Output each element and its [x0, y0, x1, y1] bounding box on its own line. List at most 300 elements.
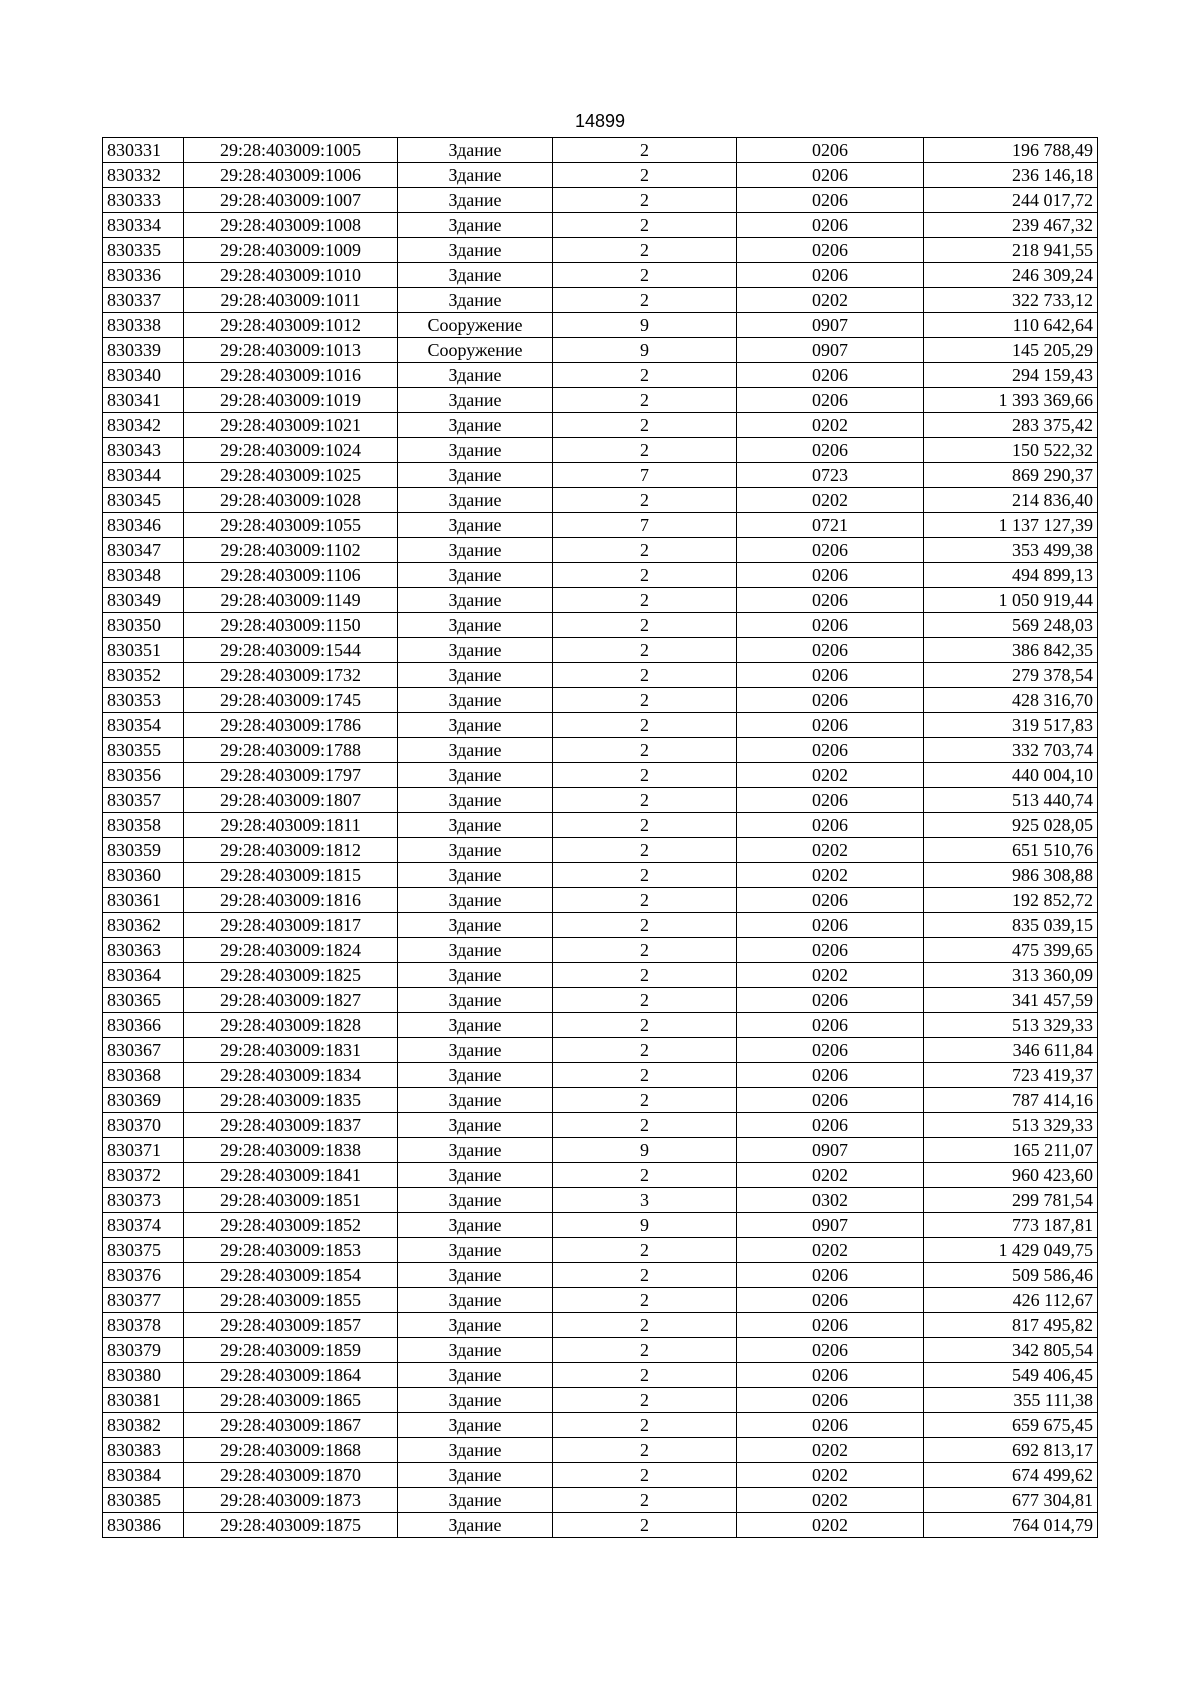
- cadastral-number-cell: 29:28:403009:1013: [184, 338, 398, 363]
- cadastral-number-cell: 29:28:403009:1867: [184, 1413, 398, 1438]
- cadastral-value-cell: 319 517,83: [924, 713, 1098, 738]
- code-cell: 0206: [737, 263, 924, 288]
- cadastral-value-cell: 787 414,16: [924, 1088, 1098, 1113]
- object-type-cell: Здание: [398, 1188, 553, 1213]
- code-cell: 0206: [737, 663, 924, 688]
- cadastral-number-cell: 29:28:403009:1816: [184, 888, 398, 913]
- code-cell: 0206: [737, 1363, 924, 1388]
- code-cell: 0206: [737, 913, 924, 938]
- row-number-cell: 830352: [103, 663, 184, 688]
- object-type-cell: Здание: [398, 788, 553, 813]
- object-type-cell: Здание: [398, 1088, 553, 1113]
- object-type-cell: Здание: [398, 463, 553, 488]
- table-row: [103, 363, 1098, 388]
- code-cell: 0206: [737, 1388, 924, 1413]
- code-cell: 0202: [737, 1488, 924, 1513]
- table-row: [103, 638, 1098, 663]
- code-cell: 0907: [737, 1138, 924, 1163]
- row-number-cell: 830340: [103, 363, 184, 388]
- row-number-cell: 830384: [103, 1463, 184, 1488]
- table-row: [103, 1388, 1098, 1413]
- cadastral-value-cell: 440 004,10: [924, 763, 1098, 788]
- table-body: [103, 138, 1098, 1538]
- code-cell: 0202: [737, 1463, 924, 1488]
- cadastral-value-cell: 218 941,55: [924, 238, 1098, 263]
- cadastral-number-cell: 29:28:403009:1828: [184, 1013, 398, 1038]
- code-cell: 0202: [737, 413, 924, 438]
- cadastral-value-cell: 509 586,46: [924, 1263, 1098, 1288]
- page-number: 14899: [574, 111, 626, 131]
- object-type-cell: Здание: [398, 663, 553, 688]
- cadastral-value-cell: 1 393 369,66: [924, 388, 1098, 413]
- row-number-cell: 830359: [103, 838, 184, 863]
- table-row: [103, 313, 1098, 338]
- cadastral-value-cell: 925 028,05: [924, 813, 1098, 838]
- cadastral-value-cell: 341 457,59: [924, 988, 1098, 1013]
- object-type-cell: Здание: [398, 1363, 553, 1388]
- code-cell: 0206: [737, 163, 924, 188]
- cadastral-number-cell: 29:28:403009:1544: [184, 638, 398, 663]
- row-number-cell: 830374: [103, 1213, 184, 1238]
- object-type-cell: Здание: [398, 213, 553, 238]
- group-cell: 2: [553, 1488, 737, 1513]
- cadastral-number-cell: 29:28:403009:1868: [184, 1438, 398, 1463]
- row-number-cell: 830333: [103, 188, 184, 213]
- table-row: [103, 1213, 1098, 1238]
- table-row: [103, 1113, 1098, 1138]
- object-type-cell: Здание: [398, 238, 553, 263]
- cadastral-value-cell: 475 399,65: [924, 938, 1098, 963]
- code-cell: 0721: [737, 513, 924, 538]
- group-cell: 2: [553, 813, 737, 838]
- group-cell: 9: [553, 1213, 737, 1238]
- table-row: [103, 163, 1098, 188]
- cadastral-number-cell: 29:28:403009:1870: [184, 1463, 398, 1488]
- group-cell: 2: [553, 1338, 737, 1363]
- cadastral-value-cell: 239 467,32: [924, 213, 1098, 238]
- cadastral-value-cell: 773 187,81: [924, 1213, 1098, 1238]
- table-row: [103, 1238, 1098, 1263]
- cadastral-value-cell: 1 137 127,39: [924, 513, 1098, 538]
- table-row: [103, 1513, 1098, 1538]
- object-type-cell: Здание: [398, 1388, 553, 1413]
- object-type-cell: Здание: [398, 963, 553, 988]
- table-row: [103, 188, 1098, 213]
- group-cell: 2: [553, 1088, 737, 1113]
- cadastral-value-cell: 764 014,79: [924, 1513, 1098, 1538]
- code-cell: 0907: [737, 313, 924, 338]
- group-cell: 2: [553, 388, 737, 413]
- row-number-cell: 830366: [103, 1013, 184, 1038]
- group-cell: 7: [553, 513, 737, 538]
- code-cell: 0206: [737, 638, 924, 663]
- group-cell: 2: [553, 788, 737, 813]
- group-cell: 2: [553, 738, 737, 763]
- cadastral-number-cell: 29:28:403009:1852: [184, 1213, 398, 1238]
- code-cell: 0202: [737, 1513, 924, 1538]
- row-number-cell: 830382: [103, 1413, 184, 1438]
- table-row: [103, 238, 1098, 263]
- cadastral-value-cell: 659 675,45: [924, 1413, 1098, 1438]
- table-row: [103, 1163, 1098, 1188]
- object-type-cell: Здание: [398, 1138, 553, 1163]
- object-type-cell: Здание: [398, 913, 553, 938]
- cadastral-number-cell: 29:28:403009:1786: [184, 713, 398, 738]
- row-number-cell: 830383: [103, 1438, 184, 1463]
- cadastral-number-cell: 29:28:403009:1864: [184, 1363, 398, 1388]
- cadastral-value-cell: 145 205,29: [924, 338, 1098, 363]
- row-number-cell: 830351: [103, 638, 184, 663]
- row-number-cell: 830365: [103, 988, 184, 1013]
- table-row: [103, 1438, 1098, 1463]
- cadastral-value-cell: 313 360,09: [924, 963, 1098, 988]
- object-type-cell: Здание: [398, 188, 553, 213]
- group-cell: 7: [553, 463, 737, 488]
- code-cell: 0206: [737, 1313, 924, 1338]
- group-cell: 2: [553, 1388, 737, 1413]
- row-number-cell: 830341: [103, 388, 184, 413]
- object-type-cell: Здание: [398, 1413, 553, 1438]
- row-number-cell: 830356: [103, 763, 184, 788]
- cadastral-number-cell: 29:28:403009:1007: [184, 188, 398, 213]
- code-cell: 0302: [737, 1188, 924, 1213]
- object-type-cell: Здание: [398, 1038, 553, 1063]
- object-type-cell: Сооружение: [398, 313, 553, 338]
- code-cell: 0206: [737, 1113, 924, 1138]
- object-type-cell: Здание: [398, 838, 553, 863]
- group-cell: 2: [553, 1313, 737, 1338]
- code-cell: 0907: [737, 1213, 924, 1238]
- group-cell: 2: [553, 1413, 737, 1438]
- cadastral-number-cell: 29:28:403009:1841: [184, 1163, 398, 1188]
- group-cell: 2: [553, 688, 737, 713]
- row-number-cell: 830336: [103, 263, 184, 288]
- code-cell: 0202: [737, 1438, 924, 1463]
- cadastral-value-cell: 513 329,33: [924, 1113, 1098, 1138]
- cadastral-number-cell: 29:28:403009:1028: [184, 488, 398, 513]
- cadastral-value-cell: 817 495,82: [924, 1313, 1098, 1338]
- code-cell: 0206: [737, 138, 924, 163]
- table-row: [103, 563, 1098, 588]
- object-type-cell: Здание: [398, 638, 553, 663]
- cadastral-number-cell: 29:28:403009:1012: [184, 313, 398, 338]
- group-cell: 2: [553, 263, 737, 288]
- group-cell: 2: [553, 213, 737, 238]
- cadastral-value-cell: 246 309,24: [924, 263, 1098, 288]
- table-row: [103, 1288, 1098, 1313]
- code-cell: 0206: [737, 213, 924, 238]
- object-type-cell: Здание: [398, 1438, 553, 1463]
- code-cell: 0206: [737, 363, 924, 388]
- cadastral-number-cell: 29:28:403009:1797: [184, 763, 398, 788]
- cadastral-value-cell: 299 781,54: [924, 1188, 1098, 1213]
- group-cell: 2: [553, 1063, 737, 1088]
- cadastral-number-cell: 29:28:403009:1011: [184, 288, 398, 313]
- table-row: [103, 1313, 1098, 1338]
- cadastral-value-cell: 386 842,35: [924, 638, 1098, 663]
- code-cell: 0206: [737, 1038, 924, 1063]
- object-type-cell: Здание: [398, 988, 553, 1013]
- group-cell: 2: [553, 1363, 737, 1388]
- group-cell: 2: [553, 438, 737, 463]
- group-cell: 2: [553, 238, 737, 263]
- cadastral-value-cell: 692 813,17: [924, 1438, 1098, 1463]
- code-cell: 0202: [737, 1163, 924, 1188]
- cadastral-number-cell: 29:28:403009:1865: [184, 1388, 398, 1413]
- cadastral-value-cell: 428 316,70: [924, 688, 1098, 713]
- group-cell: 2: [553, 713, 737, 738]
- row-number-cell: 830349: [103, 588, 184, 613]
- cadastral-number-cell: 29:28:403009:1009: [184, 238, 398, 263]
- row-number-cell: 830350: [103, 613, 184, 638]
- code-cell: 0206: [737, 1288, 924, 1313]
- cadastral-value-cell: 513 329,33: [924, 1013, 1098, 1038]
- row-number-cell: 830381: [103, 1388, 184, 1413]
- table-row: [103, 938, 1098, 963]
- object-type-cell: Здание: [398, 1513, 553, 1538]
- cadastral-value-cell: 1 429 049,75: [924, 1238, 1098, 1263]
- object-type-cell: Здание: [398, 1488, 553, 1513]
- table-row: [103, 1488, 1098, 1513]
- table-row: [103, 413, 1098, 438]
- cadastral-number-cell: 29:28:403009:1102: [184, 538, 398, 563]
- group-cell: 2: [553, 663, 737, 688]
- cadastral-value-cell: 322 733,12: [924, 288, 1098, 313]
- row-number-cell: 830373: [103, 1188, 184, 1213]
- cadastral-value-cell: 236 146,18: [924, 163, 1098, 188]
- cadastral-number-cell: 29:28:403009:1005: [184, 138, 398, 163]
- code-cell: 0206: [737, 688, 924, 713]
- row-number-cell: 830368: [103, 1063, 184, 1088]
- row-number-cell: 830362: [103, 913, 184, 938]
- object-type-cell: Здание: [398, 1463, 553, 1488]
- table-row: [103, 1188, 1098, 1213]
- object-type-cell: Здание: [398, 863, 553, 888]
- object-type-cell: Здание: [398, 363, 553, 388]
- cadastral-value-cell: 192 852,72: [924, 888, 1098, 913]
- object-type-cell: Здание: [398, 263, 553, 288]
- cadastral-value-cell: 549 406,45: [924, 1363, 1098, 1388]
- object-type-cell: Здание: [398, 713, 553, 738]
- cadastral-number-cell: 29:28:403009:1825: [184, 963, 398, 988]
- object-type-cell: Здание: [398, 488, 553, 513]
- object-type-cell: Здание: [398, 1238, 553, 1263]
- table-row: [103, 863, 1098, 888]
- cadastral-value-cell: 869 290,37: [924, 463, 1098, 488]
- code-cell: 0206: [737, 1263, 924, 1288]
- code-cell: 0206: [737, 938, 924, 963]
- row-number-cell: 830361: [103, 888, 184, 913]
- cadastral-number-cell: 29:28:403009:1824: [184, 938, 398, 963]
- cadastral-value-cell: 346 611,84: [924, 1038, 1098, 1063]
- object-type-cell: Здание: [398, 538, 553, 563]
- cadastral-value-cell: 279 378,54: [924, 663, 1098, 688]
- group-cell: 2: [553, 863, 737, 888]
- cadastral-number-cell: 29:28:403009:1835: [184, 1088, 398, 1113]
- table-row: [103, 1063, 1098, 1088]
- cadastral-value-cell: 283 375,42: [924, 413, 1098, 438]
- object-type-cell: Здание: [398, 1063, 553, 1088]
- table-row: [103, 1038, 1098, 1063]
- object-type-cell: Сооружение: [398, 338, 553, 363]
- code-cell: 0206: [737, 438, 924, 463]
- table-row: [103, 588, 1098, 613]
- table-row: [103, 213, 1098, 238]
- code-cell: 0206: [737, 388, 924, 413]
- table-row: [103, 338, 1098, 363]
- cadastral-number-cell: 29:28:403009:1815: [184, 863, 398, 888]
- object-type-cell: Здание: [398, 888, 553, 913]
- object-type-cell: Здание: [398, 613, 553, 638]
- object-type-cell: Здание: [398, 1338, 553, 1363]
- row-number-cell: 830378: [103, 1313, 184, 1338]
- cadastral-number-cell: 29:28:403009:1149: [184, 588, 398, 613]
- cadastral-number-cell: 29:28:403009:1732: [184, 663, 398, 688]
- cadastral-value-cell: 677 304,81: [924, 1488, 1098, 1513]
- object-type-cell: Здание: [398, 438, 553, 463]
- table-row: [103, 738, 1098, 763]
- row-number-cell: 830376: [103, 1263, 184, 1288]
- cadastral-number-cell: 29:28:403009:1745: [184, 688, 398, 713]
- group-cell: 2: [553, 488, 737, 513]
- table-row: [103, 263, 1098, 288]
- row-number-cell: 830379: [103, 1338, 184, 1363]
- row-number-cell: 830353: [103, 688, 184, 713]
- table-row: [103, 713, 1098, 738]
- cadastral-value-cell: 513 440,74: [924, 788, 1098, 813]
- object-type-cell: Здание: [398, 163, 553, 188]
- group-cell: 2: [553, 638, 737, 663]
- row-number-cell: 830338: [103, 313, 184, 338]
- cadastral-value-cell: 214 836,40: [924, 488, 1098, 513]
- row-number-cell: 830344: [103, 463, 184, 488]
- group-cell: 2: [553, 1263, 737, 1288]
- object-type-cell: Здание: [398, 563, 553, 588]
- cadastral-value-cell: 244 017,72: [924, 188, 1098, 213]
- row-number-cell: 830332: [103, 163, 184, 188]
- group-cell: 2: [553, 1513, 737, 1538]
- code-cell: 0202: [737, 863, 924, 888]
- table-row: [103, 613, 1098, 638]
- cadastral-number-cell: 29:28:403009:1857: [184, 1313, 398, 1338]
- code-cell: 0202: [737, 288, 924, 313]
- group-cell: 2: [553, 1288, 737, 1313]
- row-number-cell: 830386: [103, 1513, 184, 1538]
- table-row: [103, 813, 1098, 838]
- group-cell: 2: [553, 1013, 737, 1038]
- cadastral-number-cell: 29:28:403009:1016: [184, 363, 398, 388]
- group-cell: 3: [553, 1188, 737, 1213]
- table-row: [103, 763, 1098, 788]
- group-cell: 2: [553, 288, 737, 313]
- cadastral-number-cell: 29:28:403009:1851: [184, 1188, 398, 1213]
- group-cell: 9: [553, 313, 737, 338]
- table-row: [103, 1138, 1098, 1163]
- cadastral-number-cell: 29:28:403009:1024: [184, 438, 398, 463]
- row-number-cell: 830343: [103, 438, 184, 463]
- table-row: [103, 138, 1098, 163]
- object-type-cell: Здание: [398, 388, 553, 413]
- row-number-cell: 830358: [103, 813, 184, 838]
- cadastral-value-cell: 1 050 919,44: [924, 588, 1098, 613]
- cadastral-value-cell: 294 159,43: [924, 363, 1098, 388]
- cadastral-number-cell: 29:28:403009:1008: [184, 213, 398, 238]
- table-row: [103, 513, 1098, 538]
- row-number-cell: 830348: [103, 563, 184, 588]
- object-type-cell: Здание: [398, 513, 553, 538]
- code-cell: 0206: [737, 1063, 924, 1088]
- code-cell: 0206: [737, 1088, 924, 1113]
- code-cell: 0206: [737, 613, 924, 638]
- table-row: [103, 388, 1098, 413]
- group-cell: 2: [553, 1238, 737, 1263]
- cadastral-number-cell: 29:28:403009:1150: [184, 613, 398, 638]
- cadastral-value-cell: 674 499,62: [924, 1463, 1098, 1488]
- cadastral-value-cell: 426 112,67: [924, 1288, 1098, 1313]
- group-cell: 2: [553, 913, 737, 938]
- group-cell: 9: [553, 338, 737, 363]
- code-cell: 0206: [737, 813, 924, 838]
- group-cell: 2: [553, 563, 737, 588]
- code-cell: 0206: [737, 563, 924, 588]
- cadastral-value-cell: 165 211,07: [924, 1138, 1098, 1163]
- object-type-cell: Здание: [398, 738, 553, 763]
- row-number-cell: 830337: [103, 288, 184, 313]
- code-cell: 0206: [737, 888, 924, 913]
- row-number-cell: 830385: [103, 1488, 184, 1513]
- table-row: [103, 1013, 1098, 1038]
- row-number-cell: 830354: [103, 713, 184, 738]
- row-number-cell: 830355: [103, 738, 184, 763]
- table-row: [103, 663, 1098, 688]
- table-row: [103, 838, 1098, 863]
- cadastral-number-cell: 29:28:403009:1019: [184, 388, 398, 413]
- cadastral-number-cell: 29:28:403009:1827: [184, 988, 398, 1013]
- row-number-cell: 830357: [103, 788, 184, 813]
- cadastral-value-cell: 110 642,64: [924, 313, 1098, 338]
- object-type-cell: Здание: [398, 1213, 553, 1238]
- table-row: [103, 538, 1098, 563]
- row-number-cell: 830363: [103, 938, 184, 963]
- cadastral-number-cell: 29:28:403009:1831: [184, 1038, 398, 1063]
- cadastral-number-cell: 29:28:403009:1875: [184, 1513, 398, 1538]
- cadastral-number-cell: 29:28:403009:1859: [184, 1338, 398, 1363]
- table-row: [103, 1363, 1098, 1388]
- code-cell: 0202: [737, 763, 924, 788]
- code-cell: 0202: [737, 838, 924, 863]
- row-number-cell: 830345: [103, 488, 184, 513]
- row-number-cell: 830370: [103, 1113, 184, 1138]
- object-type-cell: Здание: [398, 1163, 553, 1188]
- object-type-cell: Здание: [398, 1113, 553, 1138]
- cadastral-number-cell: 29:28:403009:1853: [184, 1238, 398, 1263]
- row-number-cell: 830346: [103, 513, 184, 538]
- row-number-cell: 830339: [103, 338, 184, 363]
- row-number-cell: 830331: [103, 138, 184, 163]
- cadastral-value-cell: 355 111,38: [924, 1388, 1098, 1413]
- table-row: [103, 1338, 1098, 1363]
- table-row: [103, 963, 1098, 988]
- object-type-cell: Здание: [398, 813, 553, 838]
- cadastral-value-cell: 150 522,32: [924, 438, 1098, 463]
- row-number-cell: 830360: [103, 863, 184, 888]
- cadastral-value-cell: 494 899,13: [924, 563, 1098, 588]
- code-cell: 0206: [737, 1413, 924, 1438]
- row-number-cell: 830367: [103, 1038, 184, 1063]
- object-type-cell: Здание: [398, 1013, 553, 1038]
- row-number-cell: 830347: [103, 538, 184, 563]
- cadastral-number-cell: 29:28:403009:1834: [184, 1063, 398, 1088]
